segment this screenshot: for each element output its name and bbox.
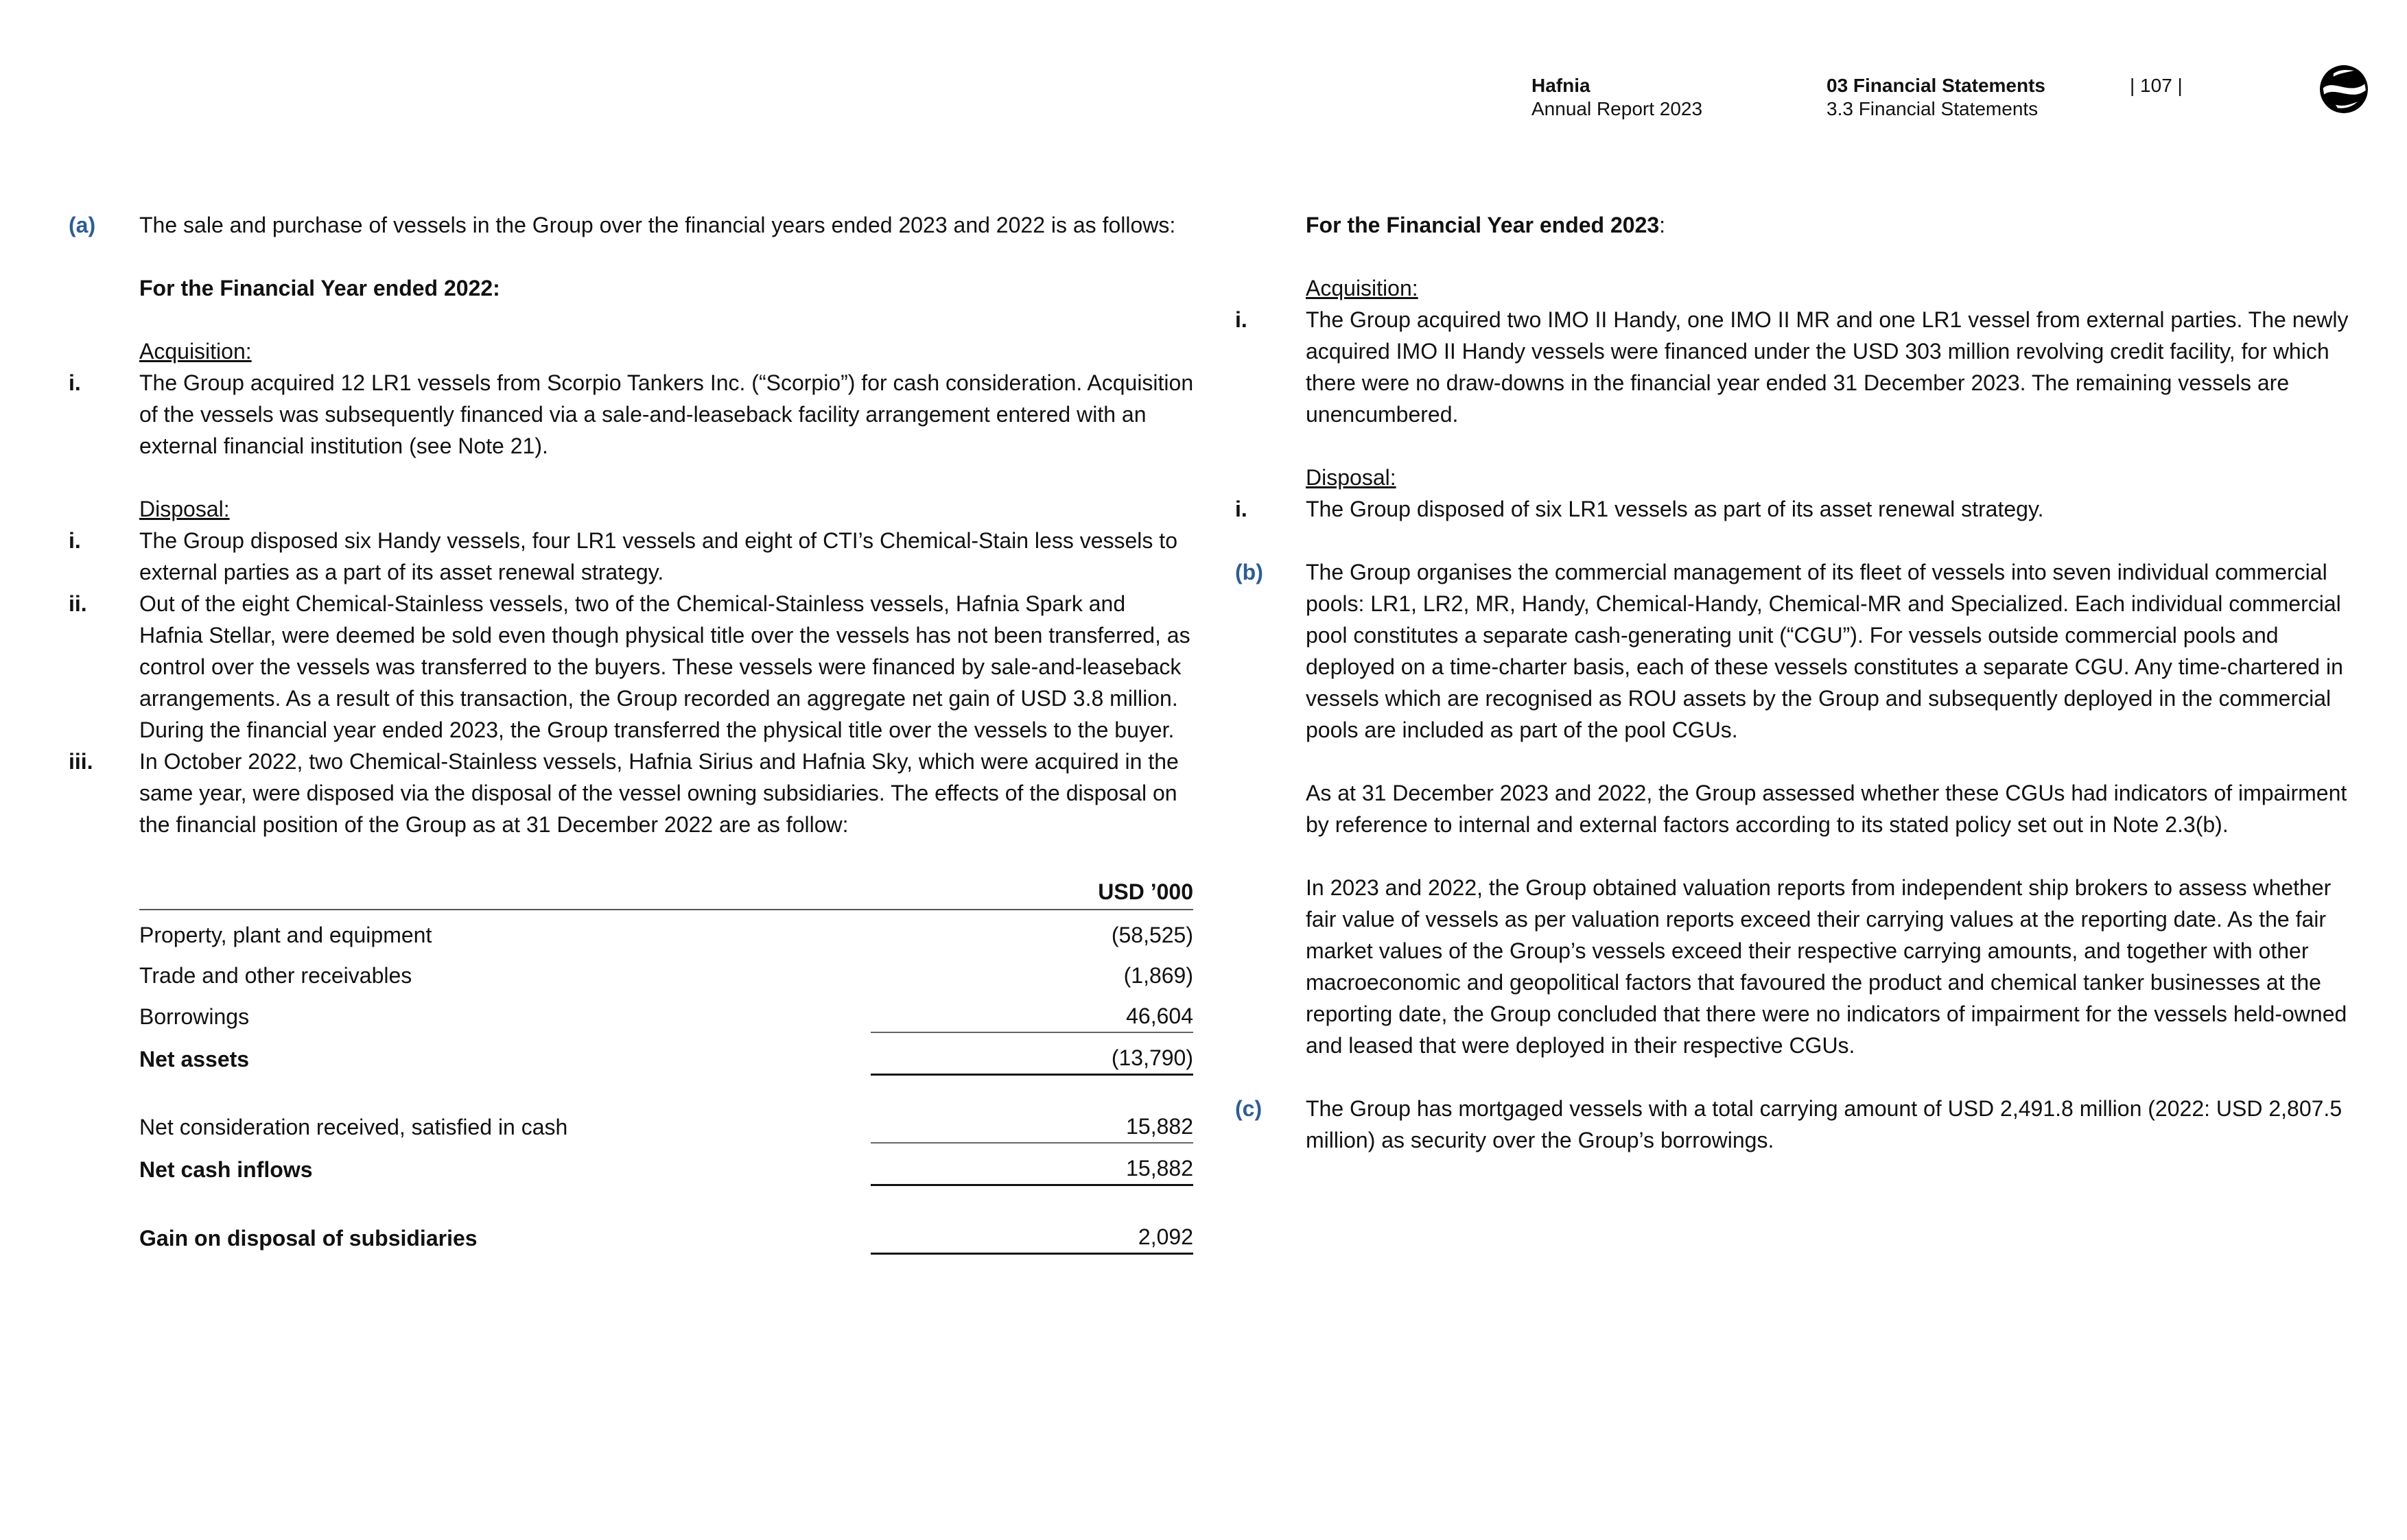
- table-header-row: [139, 872, 1193, 910]
- company-name: Hafnia: [1531, 75, 1590, 96]
- note-c-text: The Group has mortgaged vessels with a total carrying amount of USD 2,491.8 million (2022: USD 2,807.5 million) as security over the Group’s borrowings.: [1306, 1096, 2343, 1152]
- table-row: [139, 991, 1193, 1032]
- list-item-text: The Group acquired 12 LR1 vessels from Scorpio Tankers Inc. (“Scorpio”) for cash consideration. Acquisition of the vessels was subsequently financed via a sale-and-leaseback facility arrangement entered with an external financial institution (see Note 21).: [139, 370, 1194, 458]
- list-item: [1235, 493, 2367, 525]
- disposal-2022-heading: Disposal:: [139, 497, 230, 521]
- row-value: 15,882: [871, 1143, 1193, 1185]
- list-item: [69, 746, 1194, 840]
- note-b-paragraph: As at 31 December 2023 and 2022, the Group assessed whether these CGUs had indicators of impairment by reference to internal and external factors according to its stated policy set out in Note 2.3(b).: [1306, 781, 2347, 837]
- note-a-intro: The sale and purchase of vessels in the Group over the financial years ended 2023 and 2022 is as follows:: [139, 213, 1176, 237]
- fy2022-heading: For the Financial Year ended 2022:: [139, 276, 500, 300]
- table-row: [139, 1212, 1193, 1254]
- row-label: Net assets: [139, 1046, 250, 1071]
- list-marker: i.: [69, 528, 81, 553]
- row-value: 2,092: [871, 1212, 1193, 1254]
- note-c: [1235, 1093, 2367, 1156]
- note-a-marker: (a): [69, 213, 96, 237]
- list-item: [69, 588, 1194, 746]
- row-value: (58,525): [1111, 923, 1193, 947]
- header-section: [1827, 74, 2045, 121]
- column-header: USD ’000: [871, 872, 1193, 910]
- list-item: [69, 367, 1194, 462]
- acquisition-2023-heading: Acquisition:: [1306, 276, 1418, 300]
- section-title: 03 Financial Statements: [1827, 75, 2046, 96]
- list-marker: ii.: [69, 591, 87, 616]
- row-label: Property, plant and equipment: [139, 923, 432, 947]
- note-b-marker: (b): [1235, 560, 1263, 584]
- list-item-text: The Group acquired two IMO II Handy, one IMO II MR and one LR1 vessel from external parties. The newly acquired IMO II Handy vessels were financed under the USD 303 million revolving credit facility, for which there were no draw-downs in the financial year ended 31 December 2023. The remaining vessels are unencumbered.: [1306, 307, 2349, 427]
- row-value: 46,604: [871, 991, 1193, 1032]
- note-b: [1235, 556, 2367, 1061]
- note-b-paragraph: In 2023 and 2022, the Group obtained valuation reports from independent ship brokers to assess whether fair value of vessels as per valuation reports exceed their carrying values at the reporting date. As the fair market values of the Group’s vessels exceed their respective carrying amounts, and together with other macroeconomic and geopolitical factors that favoured the product and chemical tanker businesses at the reporting date, the Group concluded that there were no indicators of impairment for the vessels held-owned and leased that were deployed in their respective CGUs.: [1306, 875, 2347, 1058]
- row-value: (13,790): [871, 1032, 1193, 1075]
- row-label: Gain on disposal of subsidiaries: [139, 1225, 478, 1251]
- row-label: Borrowings: [139, 1004, 250, 1029]
- left-column: [69, 209, 1194, 1255]
- table-row: [139, 1032, 1193, 1075]
- list-item-text: In October 2022, two Chemical-Stainless vessels, Hafnia Sirius and Hafnia Sky, which were acquired in the same year, were disposed via the disposal of the vessel owning subsidiaries. The effects of the disposal on the financial position of the Group as at 31 December 2022 are as follow:: [139, 749, 1179, 837]
- list-item: [69, 525, 1194, 588]
- header-company: [1531, 74, 1702, 121]
- disposal-financial-table: [139, 872, 1193, 1255]
- page-number: | 107 |: [2130, 75, 2183, 96]
- table-row: [139, 1102, 1193, 1143]
- list-marker: i.: [1235, 497, 1247, 521]
- fy2023-colon: :: [1659, 213, 1666, 237]
- row-label: Trade and other receivables: [139, 963, 412, 988]
- list-item: [1235, 304, 2367, 430]
- note-b-paragraph: The Group organises the commercial management of its fleet of vessels into seven individual commercial pools: LR1, LR2, MR, Handy, Chemical-Handy, Chemical-MR and Specialized. Each individual commercial pool constitutes a separate cash-generating unit (“CGU”). For vessels outside commercial pools and deployed on a time-charter basis, each of these vessels constitutes a separate CGU. Any time-chartered in vessels which are recognised as ROU assets by the Group and subsequently deployed in the commercial pools are included as part of the pool CGUs.: [1306, 560, 2343, 742]
- fy2023-heading-line: [1306, 209, 2367, 241]
- fy2023-heading: For the Financial Year ended 2023: [1306, 213, 1660, 237]
- right-column: [1235, 209, 2367, 1156]
- disposal-2023-heading-block: [1235, 462, 2367, 493]
- row-value: 15,882: [871, 1102, 1193, 1143]
- note-c-marker: (c): [1235, 1096, 1263, 1121]
- list-item-text: The Group disposed of six LR1 vessels as part of its asset renewal strategy.: [1306, 497, 2044, 521]
- list-marker: i.: [69, 370, 81, 395]
- list-marker: i.: [1235, 307, 1247, 332]
- report-title: Annual Report 2023: [1531, 98, 1703, 119]
- disposal-2023-heading: Disposal:: [1306, 465, 1396, 490]
- row-value: (1,869): [1123, 963, 1193, 988]
- table-row: [139, 951, 1193, 991]
- list-item-text: Out of the eight Chemical-Stainless vessels, two of the Chemical-Stainless vessels, Hafnia Spark and Hafnia Stellar, were deemed be sold even though physical title over the vessels has not been transferred, as control over the vessels was transferred to the buyers. These vessels were financed by sale-and-leaseback arrangements. As a result of this transaction, the Group recorded an aggregate net gain of USD 3.8 million. During the financial year ended 2023, the Group transferred the physical title over the vessels to the buyer.: [139, 591, 1190, 742]
- row-label: Net cash inflows: [139, 1157, 313, 1182]
- row-label: Net consideration received, satisfied in cash: [139, 1115, 568, 1139]
- note-a: [69, 209, 1194, 367]
- disposal-2022-heading-block: [69, 493, 1194, 525]
- table-row: [139, 1143, 1193, 1185]
- table-row: [139, 910, 1193, 951]
- acquisition-2022-heading: Acquisition:: [139, 339, 252, 364]
- fy2023-block: [1235, 209, 2367, 304]
- list-item-text: The Group disposed six Handy vessels, four LR1 vessels and eight of CTI’s Chemical-Stain less vessels to external parties as a part of its asset renewal strategy.: [139, 528, 1177, 584]
- list-marker: iii.: [69, 749, 93, 774]
- subsection-title: 3.3 Financial Statements: [1827, 98, 2039, 119]
- hafnia-globe-logo-icon: [2318, 63, 2370, 115]
